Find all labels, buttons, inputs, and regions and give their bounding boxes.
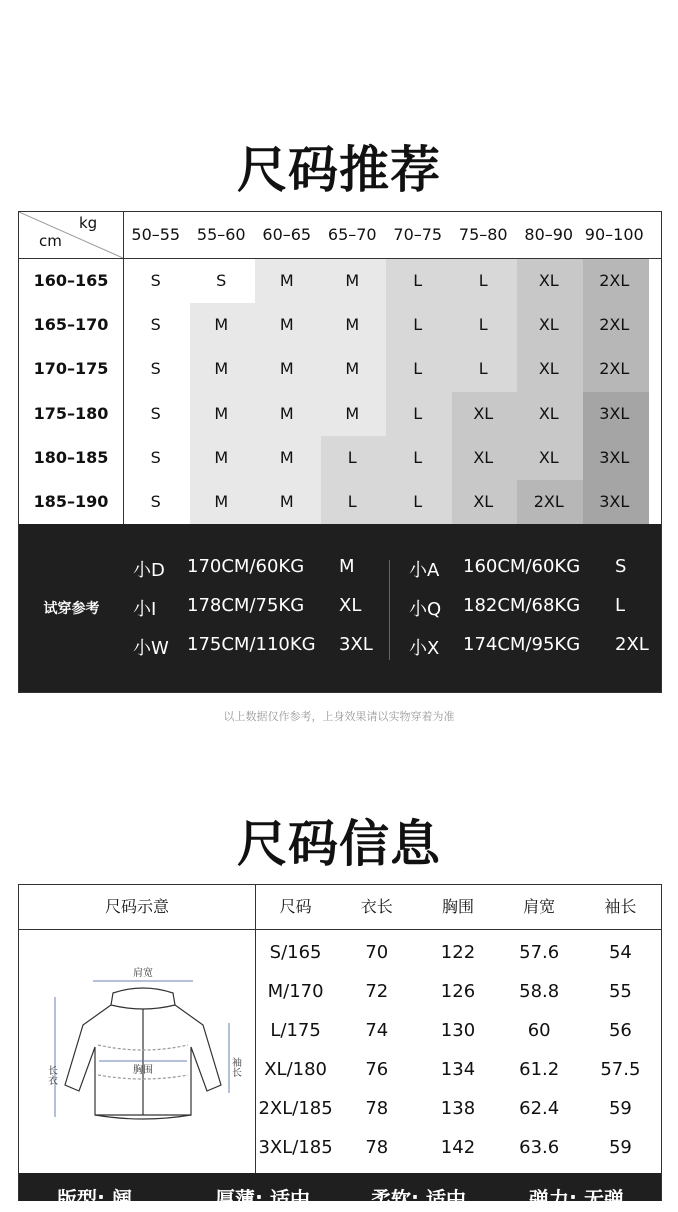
- info-cell: XL/180: [264, 1059, 327, 1080]
- size-cell: M: [345, 271, 360, 290]
- info-cell: 59: [608, 1137, 632, 1158]
- info-cell: 59: [608, 1098, 632, 1119]
- reference-name: 小A: [409, 560, 440, 581]
- jacket-diagram: [43, 965, 243, 1125]
- size-cell: 2XL: [599, 359, 630, 379]
- reference-name: 小I: [133, 599, 157, 620]
- size-cell: L: [413, 271, 423, 290]
- diagram-header: 尺码示意: [104, 897, 169, 916]
- size-cell: M: [214, 447, 229, 467]
- weight-header: 80–90: [524, 225, 574, 244]
- size-cell: M: [279, 359, 294, 379]
- fabric-thickness: 厚薄: 适中: [215, 1187, 310, 1211]
- reference-size: S: [615, 556, 627, 577]
- size-cell: M: [214, 315, 229, 335]
- fabric-softness: 柔软: 适中: [371, 1187, 466, 1211]
- info-cell: 54: [608, 942, 632, 963]
- info-cell: 72: [365, 981, 389, 1002]
- size-cell: L: [413, 315, 423, 335]
- info-header: 尺码: [279, 897, 312, 916]
- reference-size: M: [339, 556, 355, 577]
- info-cell: 55: [608, 981, 632, 1002]
- info-cell: 130: [440, 1020, 476, 1041]
- info-cell: S/165: [269, 942, 322, 963]
- info-cell: 60: [527, 1020, 551, 1041]
- info-cell: 78: [365, 1098, 389, 1119]
- recommend-title: 尺码推荐: [237, 141, 441, 199]
- size-cell: M: [279, 271, 294, 290]
- diagram-shoulder-label: 肩宽: [133, 968, 153, 979]
- reference-size: 3XL: [339, 634, 373, 655]
- size-cell: M: [214, 403, 229, 423]
- size-cell: L: [478, 315, 488, 335]
- size-cell: L: [413, 403, 423, 423]
- size-cell: L: [478, 359, 488, 379]
- fabric-properties-bar: [19, 1173, 661, 1211]
- size-cell: XL: [538, 271, 559, 290]
- fabric-elasticity: 弹力: 无弹: [529, 1187, 624, 1211]
- size-cell: 3XL: [599, 447, 630, 467]
- info-cell: 142: [440, 1137, 476, 1158]
- size-cell: S: [216, 271, 227, 290]
- info-title: 尺码信息: [237, 815, 441, 873]
- size-cell: L: [413, 359, 423, 379]
- diagram-sleeve-label: 袖长: [229, 1057, 241, 1077]
- weight-header: 55–60: [196, 225, 246, 244]
- size-cell: 2XL: [533, 492, 564, 511]
- size-cell: M: [214, 359, 229, 379]
- size-cell: L: [347, 447, 357, 467]
- info-cell: 126: [440, 981, 476, 1002]
- height-label: 175–180: [33, 403, 109, 423]
- info-cell: 138: [440, 1098, 476, 1119]
- info-cell: 3XL/185: [258, 1137, 333, 1158]
- size-cell: M: [345, 403, 360, 423]
- reference-spec: 182CM/68KG: [463, 595, 581, 616]
- size-cell: XL: [538, 447, 559, 467]
- reference-spec: 174CM/95KG: [463, 634, 581, 655]
- diagram-length-label: 长衣: [45, 1065, 57, 1085]
- height-label: 185–190: [33, 492, 109, 511]
- info-header: 肩宽: [523, 897, 556, 916]
- info-cell: 2XL/185: [258, 1098, 333, 1119]
- size-cell: 2XL: [599, 271, 630, 290]
- diagram-chest-label: 胸围: [133, 1065, 153, 1076]
- info-header: 胸围: [441, 897, 474, 916]
- size-cell: S: [150, 492, 161, 511]
- disclaimer-note: 以上数据仅作参考，上身效果请以实物穿着为准: [223, 710, 455, 723]
- weight-header: 90–100: [584, 225, 644, 244]
- size-cell: M: [279, 492, 294, 511]
- info-header: 衣长: [360, 897, 393, 916]
- size-cell: S: [150, 271, 161, 290]
- size-cell: XL: [473, 447, 494, 467]
- weight-header: 65–70: [327, 225, 377, 244]
- size-recommend-table: [18, 211, 662, 693]
- info-cell: 57.6: [519, 942, 560, 963]
- reference-name: 小W: [133, 638, 169, 659]
- reference-spec: 170CM/60KG: [187, 556, 305, 577]
- reference-spec: 175CM/110KG: [187, 634, 316, 655]
- info-cell: 56: [608, 1020, 632, 1041]
- weight-header: 50–55: [131, 225, 181, 244]
- info-cell: 57.5: [600, 1059, 641, 1080]
- size-info-table: [18, 884, 662, 1211]
- info-cell: 62.4: [519, 1098, 560, 1119]
- reference-label: 试穿参考: [43, 601, 100, 617]
- size-cell: XL: [473, 492, 494, 511]
- weight-header: 70–75: [393, 225, 443, 244]
- info-cell: 134: [440, 1059, 476, 1080]
- height-unit: cm: [39, 232, 62, 250]
- size-cell: M: [279, 315, 294, 335]
- reference-divider: [389, 560, 390, 660]
- weight-header: 60–65: [262, 225, 312, 244]
- size-cell: XL: [538, 403, 559, 423]
- reference-size: XL: [339, 595, 362, 616]
- height-label: 180–185: [33, 447, 109, 467]
- height-label: 160–165: [33, 271, 109, 290]
- size-cell: S: [150, 359, 161, 379]
- reference-spec: 160CM/60KG: [463, 556, 581, 577]
- info-cell: L/175: [270, 1020, 321, 1041]
- size-cell: S: [150, 403, 161, 423]
- reference-name: 小X: [409, 638, 440, 659]
- size-cell: M: [345, 359, 360, 379]
- fabric-fit: 版型: 阔: [57, 1187, 132, 1211]
- weight-header: 75–80: [458, 225, 508, 244]
- reference-name: 小D: [133, 560, 165, 581]
- size-cell: M: [214, 492, 229, 511]
- info-cell: 61.2: [519, 1059, 560, 1080]
- info-cell: 122: [440, 942, 476, 963]
- size-cell: M: [345, 315, 360, 335]
- reference-name: 小Q: [409, 599, 442, 620]
- size-cell: S: [150, 447, 161, 467]
- info-cell: M/170: [267, 981, 324, 1002]
- size-cell: XL: [538, 359, 559, 379]
- size-cell: XL: [538, 315, 559, 335]
- size-cell: M: [279, 447, 294, 467]
- info-cell: 78: [365, 1137, 389, 1158]
- size-cell: L: [413, 492, 423, 511]
- weight-unit: kg: [79, 214, 98, 232]
- info-header: 袖长: [604, 897, 637, 916]
- info-cell: 70: [365, 942, 389, 963]
- info-cell: 63.6: [519, 1137, 560, 1158]
- info-cell: 74: [365, 1020, 389, 1041]
- info-cell: 76: [365, 1059, 389, 1080]
- try-on-reference: [19, 524, 661, 692]
- size-cell: 2XL: [599, 315, 630, 335]
- size-cell: L: [413, 447, 423, 467]
- reference-size: L: [615, 595, 626, 616]
- reference-size: 2XL: [615, 634, 649, 655]
- diagonal-divider: [19, 212, 123, 258]
- size-cell: S: [150, 315, 161, 335]
- reference-spec: 178CM/75KG: [187, 595, 305, 616]
- size-cell: L: [478, 271, 488, 290]
- height-label: 165–170: [33, 315, 109, 335]
- info-cell: 58.8: [519, 981, 560, 1002]
- size-cell: 3XL: [599, 492, 630, 511]
- size-cell: L: [347, 492, 357, 511]
- height-label: 170–175: [33, 359, 109, 379]
- size-cell: 3XL: [599, 403, 630, 423]
- size-cell: XL: [473, 403, 494, 423]
- header-corner: [19, 212, 123, 258]
- size-cell: M: [279, 403, 294, 423]
